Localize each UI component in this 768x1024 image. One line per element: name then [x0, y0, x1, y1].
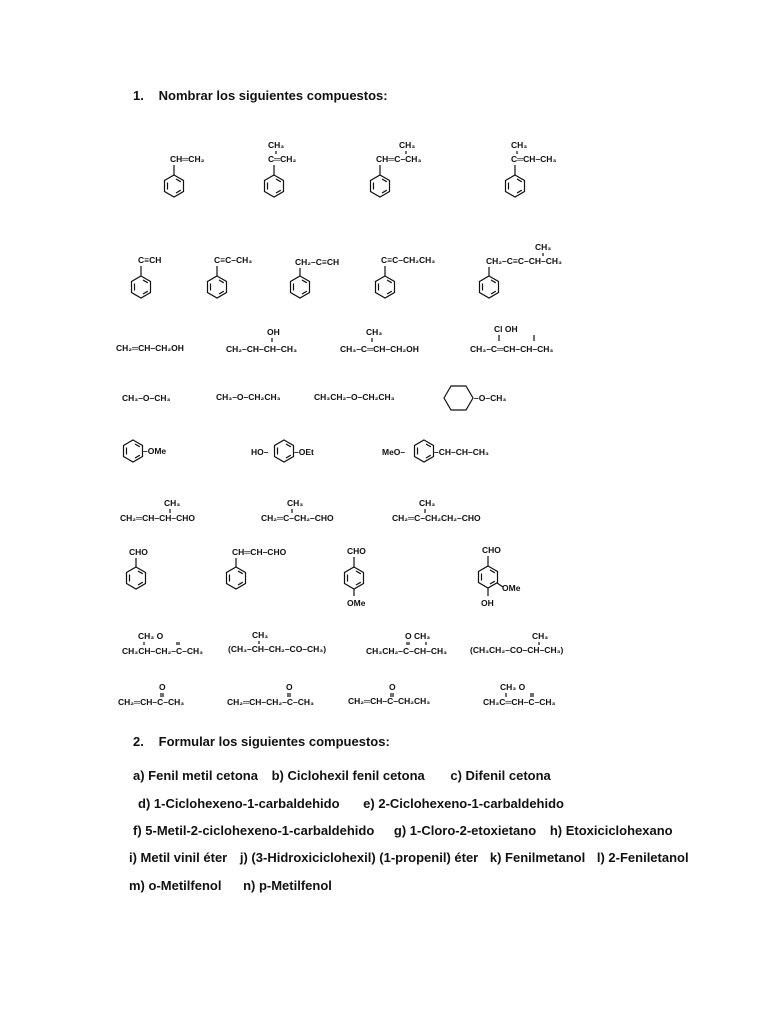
label: CH₃	[511, 140, 528, 150]
label: CH₃	[535, 242, 552, 252]
label: CH₃	[366, 327, 383, 337]
section-2-number: 2.	[133, 734, 144, 749]
label: CH₂═CH–CH₂–C–CH₃	[227, 697, 314, 707]
label: CH₃–O–CH₂CH₃	[216, 392, 281, 402]
exercise-item: c) Difenil cetona	[450, 768, 551, 783]
structure-5-2	[251, 440, 314, 462]
structure-4-2	[216, 392, 281, 402]
exercise-item: n) p-Metilfenol	[243, 878, 332, 893]
label: –CH–CH–CH₃	[434, 447, 489, 457]
exercise-item: a) Fenil metil cetona	[133, 768, 258, 783]
label: CH₂═CH–C–CH₃	[118, 697, 185, 707]
structure-4-1	[122, 393, 171, 403]
label: CH₂═CH–CH–CHO	[120, 513, 195, 523]
structure-2-1	[132, 255, 162, 298]
label: CH═CH–CHO	[232, 547, 287, 557]
label: CHO	[482, 545, 501, 555]
label: CH₃	[532, 631, 549, 641]
exercise-item: b) Ciclohexil fenil cetona	[271, 768, 425, 783]
section-2-heading	[133, 734, 390, 749]
label: CH₂–C≡CH	[295, 257, 340, 267]
structure-3-1	[116, 343, 184, 353]
structure-3-2	[226, 327, 297, 354]
label: CH₃ O	[500, 682, 526, 692]
exercise-item: j) (3-Hidroxiciclohexil) (1-propenil) éter	[239, 850, 479, 865]
structure-8-4	[470, 631, 564, 655]
structure-9-1	[118, 682, 184, 707]
exercise-item: h) Etoxiciclohexano	[549, 823, 673, 838]
label: CH₃	[252, 630, 269, 640]
label: CH₃	[287, 498, 304, 508]
label: C≡C–CH₃	[214, 255, 253, 265]
label: –OMe	[143, 446, 167, 456]
label: HO–	[251, 447, 269, 457]
label: OMe	[502, 583, 521, 593]
structure-6-2	[261, 498, 334, 523]
label: OH	[481, 598, 494, 608]
structure-8-2	[228, 630, 326, 654]
exercise-item: l) 2-Feniletanol	[596, 850, 689, 865]
structure-7-3	[345, 546, 367, 608]
structure-4-4	[444, 386, 506, 410]
label: CH₃–C═CH–CH–CH₃	[470, 344, 554, 354]
structure-1-4	[506, 140, 557, 197]
label: O	[389, 682, 396, 692]
exercise-item: i) Metil vinil éter	[129, 850, 228, 865]
label: CH₃–O–CH₃	[122, 393, 171, 403]
label: CH═CH₂	[170, 154, 205, 164]
section-1-title: Nombrar los siguientes compuestos:	[158, 88, 388, 103]
structure-2-4	[376, 255, 436, 298]
label: C≡CH	[138, 255, 162, 265]
structure-3-4	[470, 324, 553, 354]
label: CH₃C═CH–C–CH₃	[483, 697, 556, 707]
structure-1-2	[265, 140, 297, 197]
exercise-line-5	[129, 878, 332, 893]
exercise-line-4	[129, 850, 689, 865]
exercise-item: k) Fenilmetanol	[489, 850, 586, 865]
exercise-item: g) 1-Cloro-2-etoxietano	[393, 823, 537, 838]
label: (CH₃–CH–CH₂–CO–CH₃)	[228, 644, 327, 654]
structure-8-3	[366, 631, 447, 656]
structure-1-3	[371, 140, 422, 197]
exercise-item: f) 5-Metil-2-ciclohexeno-1-carbaldehido	[133, 823, 375, 838]
label: CH₃	[399, 140, 416, 150]
exercise-item: e) 2-Ciclohexeno-1-carbaldehido	[363, 796, 564, 811]
label: C═CH₂	[268, 154, 297, 164]
label: –OEt	[294, 447, 314, 457]
structure-4-3	[314, 392, 395, 402]
label: C═CH–CH₃	[511, 154, 557, 164]
structure-5-1	[124, 440, 167, 462]
label: –O–CH₃	[474, 393, 507, 403]
label: CH₂–C≡C–CH–CH₃	[486, 256, 562, 266]
label: Cl OH	[494, 324, 518, 334]
label: CH₃ O	[138, 631, 164, 641]
label: CH₂–CH–CH–CH₃	[226, 344, 297, 354]
structure-3-3	[340, 327, 419, 354]
structure-9-2	[227, 682, 314, 707]
label: CH₃CH₂–C–CH–CH₃	[366, 646, 448, 656]
structure-2-2	[208, 255, 253, 298]
structure-9-4	[483, 682, 556, 707]
label: CH═C–CH₃	[376, 154, 422, 164]
section-1-number: 1.	[133, 88, 144, 103]
exercise-line-2	[138, 796, 564, 811]
structure-2-5	[480, 242, 563, 298]
label: OH	[267, 327, 280, 337]
label: CH₃–C═CH–CH₂OH	[340, 344, 419, 354]
label: MeO–	[382, 447, 406, 457]
structure-6-3	[392, 498, 481, 523]
label: CH₂═C–CH₂–CHO	[261, 513, 334, 523]
label: CH₃	[268, 140, 285, 150]
label: O	[159, 682, 166, 692]
label: CH₂═CH–CH₂OH	[116, 343, 184, 353]
structure-7-4	[479, 545, 521, 608]
label: CH₃CH–CH₂–C–CH₃	[122, 646, 204, 656]
structure-2-3	[291, 257, 340, 298]
label: OMe	[347, 598, 366, 608]
label: CHO	[347, 546, 366, 556]
label: CH₂═CH–C–CH₂CH₃	[348, 696, 431, 706]
label: CH₃	[419, 498, 436, 508]
structure-1-1	[165, 154, 205, 197]
structure-7-2	[227, 547, 287, 589]
exercise-item: m) o-Metilfenol	[129, 878, 222, 893]
structure-8-1	[122, 631, 203, 656]
section-2-title: Formular los siguientes compuestos:	[158, 734, 390, 749]
label: O	[286, 682, 293, 692]
exercise-line-3	[133, 823, 673, 838]
label: C≡C–CH₂CH₃	[381, 255, 436, 265]
structure-6-1	[120, 498, 195, 523]
label: CHO	[129, 547, 148, 557]
structure-5-3	[382, 440, 489, 462]
label: CH₃	[164, 498, 181, 508]
label: O CH₃	[405, 631, 431, 641]
label: (CH₃CH₂–CO–CH–CH₃)	[470, 645, 564, 655]
exercise-item: d) 1-Ciclohexeno-1-carbaldehido	[138, 796, 340, 811]
structure-9-3	[348, 682, 430, 706]
label: CH₃CH₂–O–CH₂CH₃	[314, 392, 395, 402]
structure-7-1	[127, 547, 149, 589]
label: CH₂═C–CH₂CH₂–CHO	[392, 513, 481, 523]
exercise-line-1	[133, 768, 551, 783]
